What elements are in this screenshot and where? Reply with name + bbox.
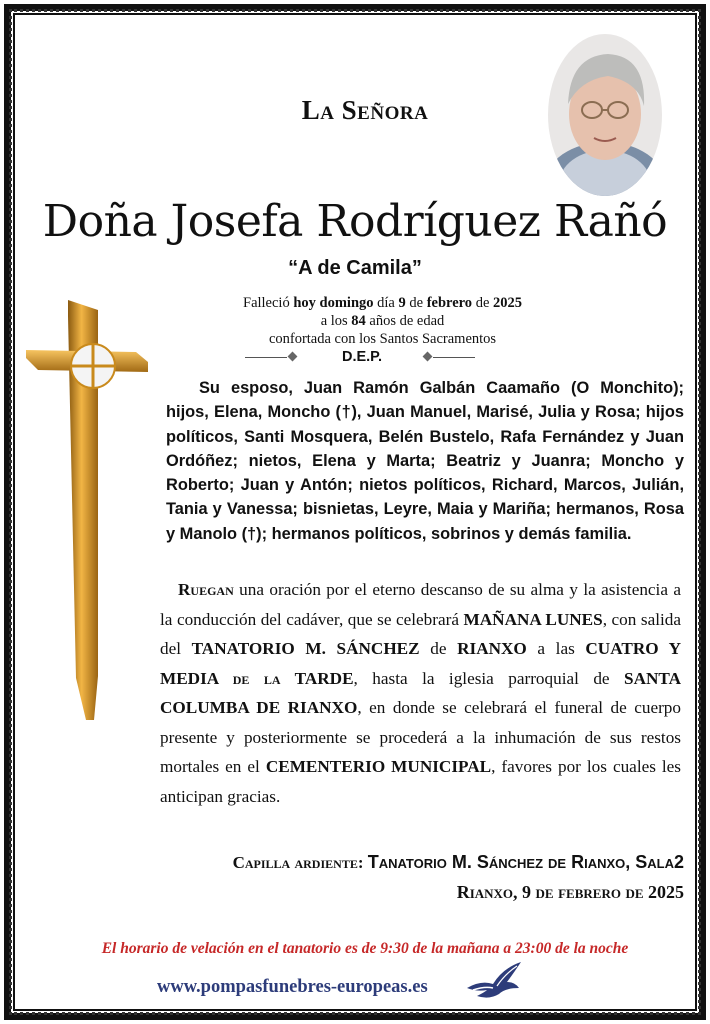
diamond-icon xyxy=(288,352,298,362)
deceased-name: Doña Josefa Rodríguez Rañó xyxy=(42,196,668,247)
diamond-icon xyxy=(423,352,433,362)
death-notice xyxy=(150,294,615,348)
chapel-value: Tanatorio M. Sánchez de Rianxo, Sala2 xyxy=(367,852,684,872)
family-list: Su esposo, Juan Ramón Galbán Caamaño (O Monchito); hijos, Elena, Moncho (†), Juan Manuel, Marisé, Julia y Rosa; hijos políticos, Santi Mosquera, Belén Bustelo, Rafa Fernández y Juan Ordóñez; nietos, Elena y Marta; Beatriz y Juanra; Moncho y Roberto; Juan y Antón; nietos políticos, Richard, Marcos, Julián, Tania y Vanessa; bisnietas, Leyre, Maia y Mariña; hermanos, Rosa y Manolo (†); hermanos políticos, sobrinos y demás familia. xyxy=(166,379,684,543)
divider-line-left xyxy=(245,357,287,358)
header-title: La Señora xyxy=(301,95,429,125)
cross-icon xyxy=(24,296,150,724)
ceremony-text: Ruegan una oración por el eterno descanso de su alma y la asistencia a la conducción del cadáver, que se celebrará MAÑANA LUNES, con salida del TANATORIO M. SÁNCHEZ de RIANXO a las CUATRO Y MEDIA de la TARDE, hasta la iglesia parroquial de SANTA COLUMBA DE RIANXO, en donde se celebrará el funeral de cuerpo presente y posteriormente se procederá a la inhumación de sus restos mortales en el CEMENTERIO MUNICIPAL, favores por los cuales les anticipan gracias. xyxy=(160,580,682,806)
chapel-info xyxy=(233,852,684,873)
divider-line-right xyxy=(433,357,475,358)
dep-divider xyxy=(245,349,475,365)
dep-label: D.E.P. xyxy=(341,349,383,365)
website-link[interactable]: www.pompasfunebres-europeas.es xyxy=(157,977,428,997)
viewing-hours: El horario de velación en el tanatorio es de 9:30 de la mañana a 23:00 de la noche xyxy=(101,940,629,957)
portrait-photo xyxy=(548,34,662,196)
dove-logo xyxy=(463,958,525,1002)
place-date: Rianxo, 9 de febrero de 2025 xyxy=(456,882,684,902)
death-line-2: a los 84 años de edad xyxy=(320,313,445,329)
death-line-1: Falleció hoy domingo día 9 de febrero de 2025 xyxy=(243,295,522,311)
deceased-nickname: “A de Camila” xyxy=(288,257,422,279)
chapel-label: Capilla ardiente: xyxy=(232,853,364,872)
death-line-3: confortada con los Santos Sacramentos xyxy=(268,331,497,347)
